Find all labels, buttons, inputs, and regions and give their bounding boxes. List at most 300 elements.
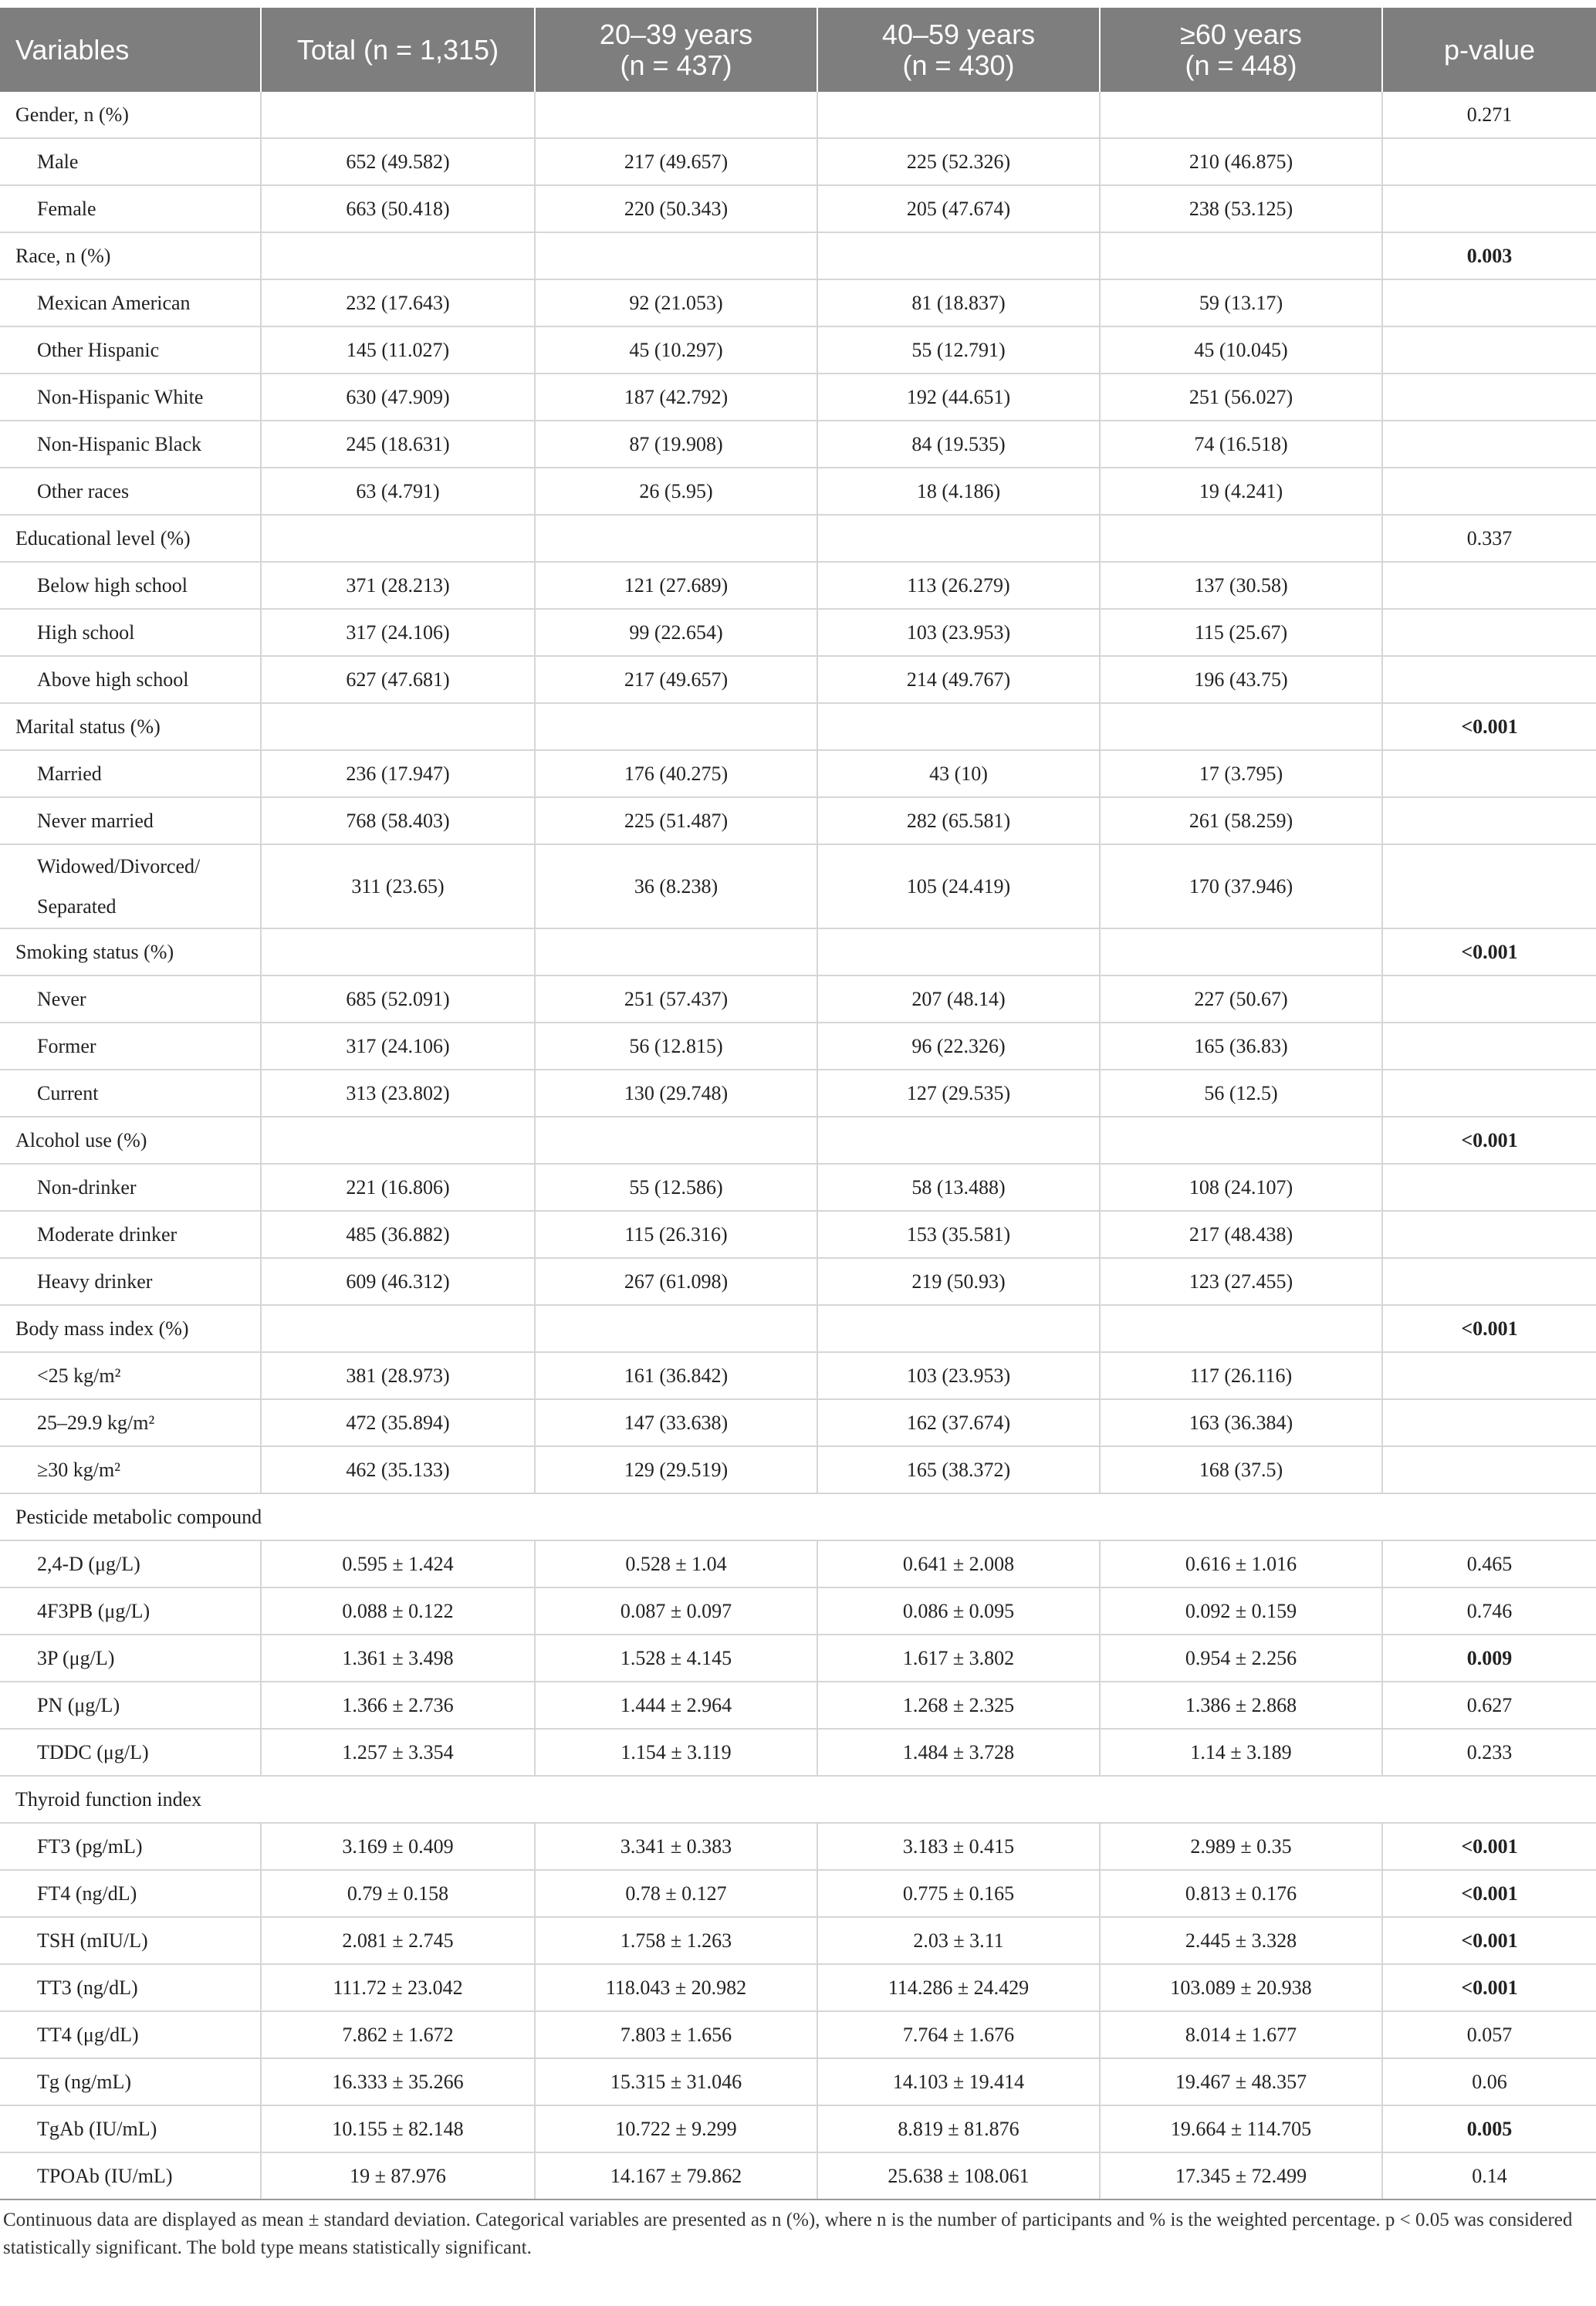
row-label: Race, n (%) (0, 232, 261, 279)
value-cell (261, 1117, 535, 1164)
p-value-cell (1382, 1352, 1596, 1399)
table-row (0, 750, 1596, 797)
p-value-cell (1382, 185, 1596, 232)
value-cell: 103 (23.953) (817, 1352, 1100, 1399)
row-label: TgAb (IU/mL) (0, 2105, 261, 2152)
value-cell: 187 (42.792) (535, 374, 817, 421)
value-cell: 45 (10.297) (535, 326, 817, 374)
value-cell: 472 (35.894) (261, 1399, 535, 1446)
table-row (0, 1823, 1596, 1870)
value-cell: 217 (49.657) (535, 138, 817, 185)
value-cell: 14.167 ± 79.862 (535, 2152, 817, 2199)
value-cell: 115 (25.67) (1100, 609, 1382, 656)
table-row (0, 975, 1596, 1023)
p-value-cell: 0.465 (1382, 1540, 1596, 1587)
row-label: Smoking status (%) (0, 928, 261, 975)
row-label: TT4 (μg/dL) (0, 2011, 261, 2058)
row-label: TSH (mIU/L) (0, 1917, 261, 1964)
p-value-cell: <0.001 (1382, 1823, 1596, 1870)
p-value-cell (1382, 421, 1596, 468)
group-label: Pesticide metabolic compound (0, 1493, 1596, 1540)
value-cell: 652 (49.582) (261, 138, 535, 185)
table-row (0, 1870, 1596, 1917)
value-cell: 3.183 ± 0.415 (817, 1823, 1100, 1870)
value-cell: 168 (37.5) (1100, 1446, 1382, 1493)
value-cell: 92 (21.053) (535, 279, 817, 326)
value-cell: 0.088 ± 0.122 (261, 1587, 535, 1635)
row-label: <25 kg/m² (0, 1352, 261, 1399)
value-cell: 217 (48.438) (1100, 1211, 1382, 1258)
row-label: Alcohol use (%) (0, 1117, 261, 1164)
value-cell: 245 (18.631) (261, 421, 535, 468)
table-row (0, 515, 1596, 562)
table-row (0, 1211, 1596, 1258)
row-label: Body mass index (%) (0, 1305, 261, 1352)
p-value-cell: <0.001 (1382, 1917, 1596, 1964)
value-cell: 317 (24.106) (261, 1023, 535, 1070)
value-cell: 26 (5.95) (535, 468, 817, 515)
table-row (0, 1682, 1596, 1729)
value-cell: 17.345 ± 72.499 (1100, 2152, 1382, 2199)
value-cell (1100, 703, 1382, 750)
value-cell: 7.764 ± 1.676 (817, 2011, 1100, 2058)
value-cell: 8.014 ± 1.677 (1100, 2011, 1382, 2058)
value-cell: 117 (26.116) (1100, 1352, 1382, 1399)
value-cell: 485 (36.882) (261, 1211, 535, 1258)
row-label: FT3 (pg/mL) (0, 1823, 261, 1870)
header-age-20-39-label: 20–39 years (599, 18, 753, 50)
row-label: 3P (μg/L) (0, 1635, 261, 1682)
value-cell: 114.286 ± 24.429 (817, 1964, 1100, 2011)
value-cell: 137 (30.58) (1100, 562, 1382, 609)
p-value-cell (1382, 1164, 1596, 1211)
value-cell: 1.617 ± 3.802 (817, 1635, 1100, 1682)
value-cell: 238 (53.125) (1100, 185, 1382, 232)
value-cell: 1.268 ± 2.325 (817, 1682, 1100, 1729)
value-cell: 232 (17.643) (261, 279, 535, 326)
value-cell (261, 1305, 535, 1352)
row-label: Current (0, 1070, 261, 1117)
value-cell: 55 (12.586) (535, 1164, 817, 1211)
table-row (0, 468, 1596, 515)
value-cell: 221 (16.806) (261, 1164, 535, 1211)
p-value-cell (1382, 1023, 1596, 1070)
value-cell: 163 (36.384) (1100, 1399, 1382, 1446)
table-body (0, 92, 1596, 2199)
value-cell: 161 (36.842) (535, 1352, 817, 1399)
p-value-cell: 0.06 (1382, 2058, 1596, 2105)
value-cell (817, 928, 1100, 975)
value-cell (1100, 1117, 1382, 1164)
row-label: TT3 (ng/dL) (0, 1964, 261, 2011)
value-cell: 56 (12.5) (1100, 1070, 1382, 1117)
value-cell: 3.341 ± 0.383 (535, 1823, 817, 1870)
p-value-cell (1382, 138, 1596, 185)
row-label: Below high school (0, 562, 261, 609)
p-value-cell (1382, 797, 1596, 844)
value-cell: 0.78 ± 0.127 (535, 1870, 817, 1917)
value-cell: 1.444 ± 2.964 (535, 1682, 817, 1729)
table-row (0, 1493, 1596, 1540)
row-label-line: Widowed/Divorced/ (37, 854, 201, 877)
p-value-cell (1382, 374, 1596, 421)
table-row (0, 1776, 1596, 1823)
value-cell: 153 (35.581) (817, 1211, 1100, 1258)
value-cell (261, 928, 535, 975)
row-label: High school (0, 609, 261, 656)
table-row (0, 92, 1596, 138)
value-cell: 0.595 ± 1.424 (261, 1540, 535, 1587)
value-cell: 630 (47.909) (261, 374, 535, 421)
value-cell (817, 515, 1100, 562)
value-cell: 225 (51.487) (535, 797, 817, 844)
value-cell: 0.641 ± 2.008 (817, 1540, 1100, 1587)
value-cell: 10.155 ± 82.148 (261, 2105, 535, 2152)
value-cell: 118.043 ± 20.982 (535, 1964, 817, 2011)
p-value-cell (1382, 1446, 1596, 1493)
row-label: Tg (ng/mL) (0, 2058, 261, 2105)
table-row (0, 1964, 1596, 2011)
row-label: Former (0, 1023, 261, 1070)
row-label: 25–29.9 kg/m² (0, 1399, 261, 1446)
value-cell: 87 (19.908) (535, 421, 817, 468)
value-cell: 0.616 ± 1.016 (1100, 1540, 1382, 1587)
value-cell: 14.103 ± 19.414 (817, 2058, 1100, 2105)
table-footnote: Continuous data are displayed as mean ± standard deviation. Categorical variables are presented as n (%), where n is the number of participants and % is the weighted percentage. p < 0.05 was considered statistically significant. The bold type means statistically significant. (3, 2210, 1573, 2258)
value-cell: 0.775 ± 0.165 (817, 1870, 1100, 1917)
row-label: Marital status (%) (0, 703, 261, 750)
p-value-cell: <0.001 (1382, 1964, 1596, 2011)
table-row (0, 1917, 1596, 1964)
p-value-cell: <0.001 (1382, 1117, 1596, 1164)
value-cell: 81 (18.837) (817, 279, 1100, 326)
header-variables: Variables (0, 8, 261, 92)
value-cell: 0.813 ± 0.176 (1100, 1870, 1382, 1917)
value-cell: 45 (10.045) (1100, 326, 1382, 374)
row-label: PN (μg/L) (0, 1682, 261, 1729)
table-row (0, 279, 1596, 326)
value-cell: 2.081 ± 2.745 (261, 1917, 535, 1964)
value-cell: 121 (27.689) (535, 562, 817, 609)
header-p-value: p-value (1382, 8, 1596, 92)
value-cell: 145 (11.027) (261, 326, 535, 374)
table-row (0, 703, 1596, 750)
table-row (0, 1399, 1596, 1446)
value-cell: 147 (33.638) (535, 1399, 817, 1446)
value-cell (261, 232, 535, 279)
row-label: Educational level (%) (0, 515, 261, 562)
table-row (0, 1446, 1596, 1493)
value-cell: 2.989 ± 0.35 (1100, 1823, 1382, 1870)
table-row (0, 609, 1596, 656)
value-cell: 311 (23.65) (261, 844, 535, 928)
value-cell: 19 ± 87.976 (261, 2152, 535, 2199)
value-cell: 313 (23.802) (261, 1070, 535, 1117)
value-cell: 17 (3.795) (1100, 750, 1382, 797)
value-cell: 123 (27.455) (1100, 1258, 1382, 1305)
p-value-cell (1382, 279, 1596, 326)
table-row (0, 1023, 1596, 1070)
value-cell: 663 (50.418) (261, 185, 535, 232)
value-cell: 220 (50.343) (535, 185, 817, 232)
p-value-cell: <0.001 (1382, 928, 1596, 975)
row-label-line: Separated (37, 894, 117, 918)
row-label (0, 844, 261, 928)
value-cell: 3.169 ± 0.409 (261, 1823, 535, 1870)
value-cell: 170 (37.946) (1100, 844, 1382, 928)
value-cell: 115 (26.316) (535, 1211, 817, 1258)
row-label: FT4 (ng/dL) (0, 1870, 261, 1917)
value-cell: 1.366 ± 2.736 (261, 1682, 535, 1729)
value-cell: 196 (43.75) (1100, 656, 1382, 703)
value-cell (535, 1305, 817, 1352)
value-cell: 43 (10) (817, 750, 1100, 797)
row-label: Other Hispanic (0, 326, 261, 374)
value-cell: 0.79 ± 0.158 (261, 1870, 535, 1917)
value-cell: 55 (12.791) (817, 326, 1100, 374)
value-cell: 1.528 ± 4.145 (535, 1635, 817, 1682)
value-cell (261, 703, 535, 750)
value-cell: 0.086 ± 0.095 (817, 1587, 1100, 1635)
value-cell: 130 (29.748) (535, 1070, 817, 1117)
value-cell: 2.445 ± 3.328 (1100, 1917, 1382, 1964)
p-value-cell: <0.001 (1382, 1305, 1596, 1352)
row-label: Married (0, 750, 261, 797)
value-cell: 251 (57.437) (535, 975, 817, 1023)
p-value-cell: 0.337 (1382, 515, 1596, 562)
value-cell: 113 (26.279) (817, 562, 1100, 609)
row-label: TDDC (μg/L) (0, 1729, 261, 1776)
value-cell: 10.722 ± 9.299 (535, 2105, 817, 2152)
table-row (0, 1305, 1596, 1352)
row-label: Non-Hispanic White (0, 374, 261, 421)
value-cell: 227 (50.67) (1100, 975, 1382, 1023)
value-cell: 25.638 ± 108.061 (817, 2152, 1100, 2199)
p-value-cell (1382, 1070, 1596, 1117)
header-total: Total (n = 1,315) (261, 8, 535, 92)
value-cell: 59 (13.17) (1100, 279, 1382, 326)
value-cell: 462 (35.133) (261, 1446, 535, 1493)
value-cell (817, 703, 1100, 750)
value-cell: 207 (48.14) (817, 975, 1100, 1023)
row-label: Moderate drinker (0, 1211, 261, 1258)
value-cell: 129 (29.519) (535, 1446, 817, 1493)
table-row (0, 1164, 1596, 1211)
p-value-cell: 0.14 (1382, 2152, 1596, 2199)
value-cell: 214 (49.767) (817, 656, 1100, 703)
p-value-cell: 0.057 (1382, 2011, 1596, 2058)
value-cell: 205 (47.674) (817, 185, 1100, 232)
table-row (0, 844, 1596, 928)
header-row (0, 8, 1596, 92)
p-value-cell: 0.233 (1382, 1729, 1596, 1776)
table-row (0, 374, 1596, 421)
value-cell (535, 928, 817, 975)
row-label: ≥30 kg/m² (0, 1446, 261, 1493)
value-cell: 192 (44.651) (817, 374, 1100, 421)
characteristics-table-container (0, 8, 1596, 2262)
table-row (0, 1540, 1596, 1587)
value-cell (261, 92, 535, 138)
table-row (0, 2011, 1596, 2058)
value-cell: 84 (19.535) (817, 421, 1100, 468)
header-age-20-39 (535, 8, 817, 92)
value-cell: 251 (56.027) (1100, 374, 1382, 421)
value-cell: 96 (22.326) (817, 1023, 1100, 1070)
table-row (0, 1258, 1596, 1305)
value-cell: 74 (16.518) (1100, 421, 1382, 468)
value-cell: 225 (52.326) (817, 138, 1100, 185)
table-row (0, 421, 1596, 468)
value-cell (535, 232, 817, 279)
table-row (0, 1587, 1596, 1635)
p-value-cell: 0.627 (1382, 1682, 1596, 1729)
p-value-cell: 0.271 (1382, 92, 1596, 138)
value-cell: 267 (61.098) (535, 1258, 817, 1305)
value-cell: 165 (38.372) (817, 1446, 1100, 1493)
value-cell: 105 (24.419) (817, 844, 1100, 928)
table-row (0, 2105, 1596, 2152)
p-value-cell (1382, 1258, 1596, 1305)
value-cell: 127 (29.535) (817, 1070, 1100, 1117)
value-cell: 2.03 ± 3.11 (817, 1917, 1100, 1964)
row-label: Gender, n (%) (0, 92, 261, 138)
table-row (0, 928, 1596, 975)
table-row (0, 326, 1596, 374)
characteristics-table (0, 8, 1596, 2200)
value-cell (1100, 515, 1382, 562)
table-row (0, 656, 1596, 703)
value-cell: 627 (47.681) (261, 656, 535, 703)
value-cell: 0.954 ± 2.256 (1100, 1635, 1382, 1682)
table-row (0, 185, 1596, 232)
value-cell (817, 92, 1100, 138)
value-cell (535, 515, 817, 562)
table-row (0, 797, 1596, 844)
p-value-cell (1382, 609, 1596, 656)
value-cell: 19.664 ± 114.705 (1100, 2105, 1382, 2152)
value-cell: 108 (24.107) (1100, 1164, 1382, 1211)
value-cell: 19 (4.241) (1100, 468, 1382, 515)
table-row (0, 232, 1596, 279)
value-cell: 282 (65.581) (817, 797, 1100, 844)
row-label: Never (0, 975, 261, 1023)
p-value-cell: 0.009 (1382, 1635, 1596, 1682)
value-cell (261, 515, 535, 562)
value-cell: 768 (58.403) (261, 797, 535, 844)
value-cell: 8.819 ± 81.876 (817, 2105, 1100, 2152)
row-label: 4F3PB (μg/L) (0, 1587, 261, 1635)
header-age-60-plus-label: ≥60 years (1180, 18, 1302, 50)
table-row (0, 138, 1596, 185)
table-row (0, 1635, 1596, 1682)
value-cell: 371 (28.213) (261, 562, 535, 609)
value-cell: 685 (52.091) (261, 975, 535, 1023)
p-value-cell (1382, 656, 1596, 703)
value-cell: 609 (46.312) (261, 1258, 535, 1305)
value-cell: 56 (12.815) (535, 1023, 817, 1070)
value-cell: 63 (4.791) (261, 468, 535, 515)
value-cell: 1.361 ± 3.498 (261, 1635, 535, 1682)
p-value-cell (1382, 326, 1596, 374)
row-label: 2,4-D (μg/L) (0, 1540, 261, 1587)
header-age-40-59-n: (n = 430) (902, 49, 1015, 81)
value-cell (535, 92, 817, 138)
table-row (0, 1117, 1596, 1164)
p-value-cell: <0.001 (1382, 703, 1596, 750)
value-cell: 0.528 ± 1.04 (535, 1540, 817, 1587)
row-label: Other races (0, 468, 261, 515)
value-cell: 15.315 ± 31.046 (535, 2058, 817, 2105)
value-cell: 36 (8.238) (535, 844, 817, 928)
value-cell: 1.257 ± 3.354 (261, 1729, 535, 1776)
value-cell: 16.333 ± 35.266 (261, 2058, 535, 2105)
value-cell: 1.386 ± 2.868 (1100, 1682, 1382, 1729)
table-row (0, 562, 1596, 609)
table-header (0, 8, 1596, 92)
value-cell: 317 (24.106) (261, 609, 535, 656)
p-value-cell (1382, 1399, 1596, 1446)
p-value-cell (1382, 468, 1596, 515)
value-cell (1100, 92, 1382, 138)
value-cell: 7.862 ± 1.672 (261, 2011, 535, 2058)
value-cell (817, 1305, 1100, 1352)
value-cell: 236 (17.947) (261, 750, 535, 797)
value-cell: 18 (4.186) (817, 468, 1100, 515)
row-label: Female (0, 185, 261, 232)
value-cell: 1.758 ± 1.263 (535, 1917, 817, 1964)
table-row (0, 2058, 1596, 2105)
value-cell (1100, 232, 1382, 279)
value-cell (817, 1117, 1100, 1164)
row-label: Non-Hispanic Black (0, 421, 261, 468)
value-cell: 1.14 ± 3.189 (1100, 1729, 1382, 1776)
p-value-cell (1382, 562, 1596, 609)
value-cell (1100, 1305, 1382, 1352)
p-value-cell: 0.003 (1382, 232, 1596, 279)
value-cell: 217 (49.657) (535, 656, 817, 703)
value-cell: 99 (22.654) (535, 609, 817, 656)
table-row (0, 2152, 1596, 2199)
value-cell: 176 (40.275) (535, 750, 817, 797)
p-value-cell: 0.005 (1382, 2105, 1596, 2152)
value-cell: 111.72 ± 23.042 (261, 1964, 535, 2011)
table-row (0, 1352, 1596, 1399)
header-age-20-39-n: (n = 437) (620, 49, 732, 81)
row-label: Non-drinker (0, 1164, 261, 1211)
row-label: Above high school (0, 656, 261, 703)
p-value-cell (1382, 844, 1596, 928)
p-value-cell (1382, 975, 1596, 1023)
value-cell: 58 (13.488) (817, 1164, 1100, 1211)
value-cell (535, 1117, 817, 1164)
row-label: Heavy drinker (0, 1258, 261, 1305)
row-label: Male (0, 138, 261, 185)
header-age-40-59 (817, 8, 1100, 92)
value-cell: 162 (37.674) (817, 1399, 1100, 1446)
value-cell: 19.467 ± 48.357 (1100, 2058, 1382, 2105)
value-cell: 381 (28.973) (261, 1352, 535, 1399)
value-cell: 165 (36.83) (1100, 1023, 1382, 1070)
table-row (0, 1070, 1596, 1117)
p-value-cell: 0.746 (1382, 1587, 1596, 1635)
value-cell (817, 232, 1100, 279)
value-cell: 261 (58.259) (1100, 797, 1382, 844)
value-cell: 7.803 ± 1.656 (535, 2011, 817, 2058)
value-cell: 103 (23.953) (817, 609, 1100, 656)
value-cell (1100, 928, 1382, 975)
header-age-40-59-label: 40–59 years (881, 18, 1036, 50)
